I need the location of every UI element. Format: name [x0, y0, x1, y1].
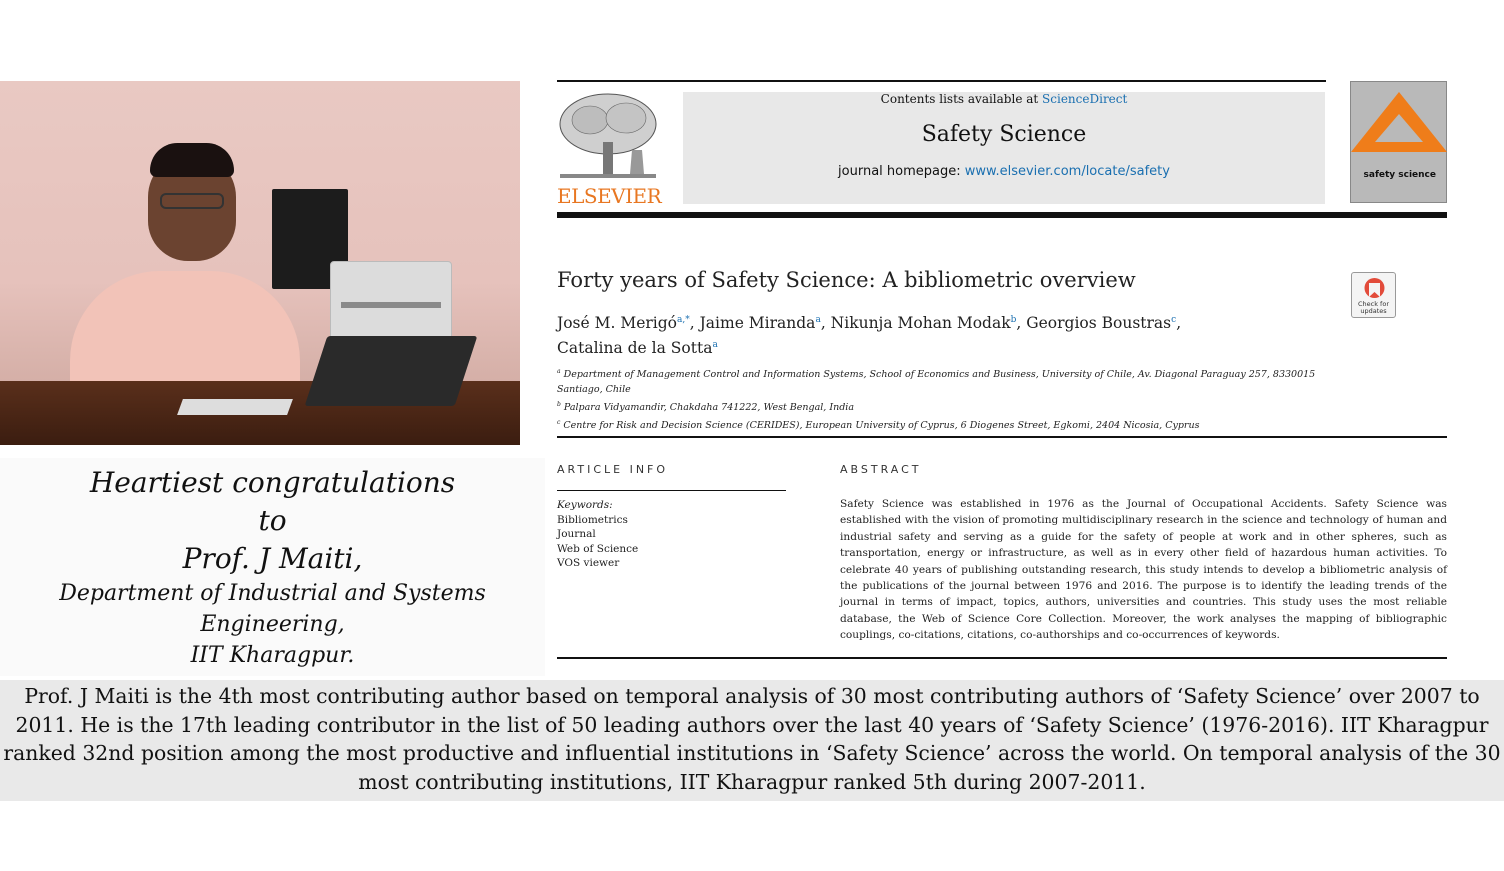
author-sup[interactable]: a,*	[677, 315, 690, 325]
keyboard-shape	[177, 399, 293, 415]
author-sup[interactable]: a	[815, 315, 821, 325]
affiliations	[557, 364, 1337, 433]
keyword-item: Bibliometrics	[557, 513, 628, 526]
homepage-prefix: journal homepage:	[838, 164, 961, 179]
elsevier-tree-logo	[556, 90, 660, 182]
affiliation-text: Centre for Risk and Decision Science (CERIDES), European University of Cyprus, 6 Diogenes Street, Egkomi, 2404 Nicosia, Cyprus	[563, 420, 1200, 432]
affiliation-text: Department of Management Control and Information Systems, School of Economics and Business, University of Chile, Av. Diagonal Paraguay 257, 8330015 Santiago, Chile	[557, 369, 1316, 396]
author-line-2	[557, 334, 1181, 359]
affiliation-item	[557, 364, 1337, 397]
abstract-bottom-rule	[557, 657, 1447, 659]
author-name[interactable]: Nikunja Mohan Modak	[830, 314, 1011, 333]
article-info-rule	[557, 490, 786, 491]
glasses-shape	[160, 193, 224, 209]
keyword-item: Journal	[557, 528, 596, 540]
header-bottom-rule	[557, 212, 1447, 218]
journal-header-box	[683, 92, 1325, 204]
header-top-rule	[557, 80, 1326, 82]
homepage-line	[683, 164, 1325, 180]
sciencedirect-link[interactable]: ScienceDirect	[1042, 92, 1128, 106]
affiliation-sup: b	[557, 401, 561, 409]
congrats-department: Department of Industrial and Systems	[59, 581, 486, 606]
elsevier-wordmark: ELSEVIER	[557, 184, 662, 208]
congrats-institute: IIT Kharagpur.	[190, 643, 355, 668]
keyword-item: Web of Science	[557, 542, 639, 555]
keyword-item: VOS viewer	[557, 557, 620, 569]
achievement-text: Prof. J Maiti is the 4th most contributing author based on temporal analysis of 30 most contributing authors of ‘Safety Science’ over 2007 to 2011. He is the 17th leading contributor in the list of 50 leading authors over the last 40 years of ‘Safety Science’ (1976-2016). IIT Kharagpur ranked 32nd position among the most productive and influential institutions in ‘Safety Science’ across the world. On temporal analysis of the 30 most contributing institutions, IIT Kharagpur ranked 5th during 2007-2011.	[3, 684, 1501, 794]
check-for-updates-badge[interactable]	[1351, 272, 1396, 318]
professor-photo	[0, 81, 520, 445]
affiliation-item	[557, 397, 1337, 415]
keywords-block	[557, 498, 638, 571]
affiliation-rule	[557, 436, 1447, 438]
printer-shape	[330, 261, 452, 341]
author-sup[interactable]: b	[1010, 315, 1017, 325]
affiliation-sup: c	[557, 419, 561, 427]
congrats-name: Prof. J Maiti,	[182, 542, 363, 575]
contents-prefix: Contents lists available at	[880, 92, 1039, 106]
journal-cover-thumbnail	[1350, 81, 1447, 203]
congrats-line: to	[258, 504, 287, 537]
check-badge-label: Check for updates	[1358, 300, 1389, 315]
author-list	[557, 309, 1181, 359]
article-info-heading: ARTICLE INFO	[557, 463, 669, 476]
congrats-department-cont: Engineering,	[200, 612, 345, 637]
journal-name: Safety Science	[921, 122, 1087, 147]
homepage-link[interactable]: www.elsevier.com/locate/safety	[964, 164, 1170, 179]
affiliation-text: Palpara Vidyamandir, Chakdaha 741222, West Bengal, India	[563, 402, 854, 414]
congrats-line: Heartiest congratulations	[89, 466, 456, 499]
safety-triangle-icon	[1351, 90, 1448, 170]
author-sup[interactable]: a	[712, 340, 718, 351]
author-name[interactable]: Georgios Boustras	[1026, 314, 1172, 333]
author-line-1: José M. Merigó$^{a,*}$, Jaime Miranda$^a$, Nikunja Mohan Modak$^b$, Georgios Boustras$^c$,	[557, 314, 1182, 333]
keywords-heading: Keywords:	[557, 499, 613, 511]
paper-title: Forty years of Safety Science: A bibliometric overview	[557, 268, 1136, 292]
cover-title: safety science	[1363, 170, 1436, 180]
laptop-shape	[305, 336, 478, 406]
author-name[interactable]: Jaime Miranda	[699, 314, 816, 333]
author-name[interactable]: José M. Merigó	[557, 314, 677, 333]
congratulations-message	[0, 458, 545, 676]
abstract-text: Safety Science was established in 1976 as the Journal of Occupational Accidents. Safety Science was established with the vision of promoting multidisciplinary research in the science and technology of human and industrial safety and serving as a guide for the safety of people at work and in other spheres, such as transportation, energy or infrastructure, as well as in every other field of hazardous human activities. To celebrate 40 years of publishing outstanding research, this study intends to develop a bibliometric analysis of the publications of the journal between 1976 and 2016. The purpose is to identify the leading trends of the journal in terms of impact, topics, authors, universities and countries. This study uses the most reliable database, the Web of Science Core Collection. Moreover, the work analyses the mapping of bibliographic couplings, co-citations, citations, co-authorships and co-occurrences of keywords.	[840, 498, 1447, 642]
abstract-heading: ABSTRACT	[840, 463, 922, 476]
contents-line	[683, 92, 1325, 106]
affiliation-sup: a	[557, 368, 561, 375]
author-name[interactable]: Catalina de la Sotta	[557, 339, 713, 358]
achievement-summary	[0, 680, 1504, 801]
author-sup[interactable]: c	[1171, 315, 1177, 325]
person-hair-shape	[150, 143, 234, 177]
affiliation-item	[557, 415, 1337, 433]
bookmark-icon	[1352, 275, 1397, 303]
